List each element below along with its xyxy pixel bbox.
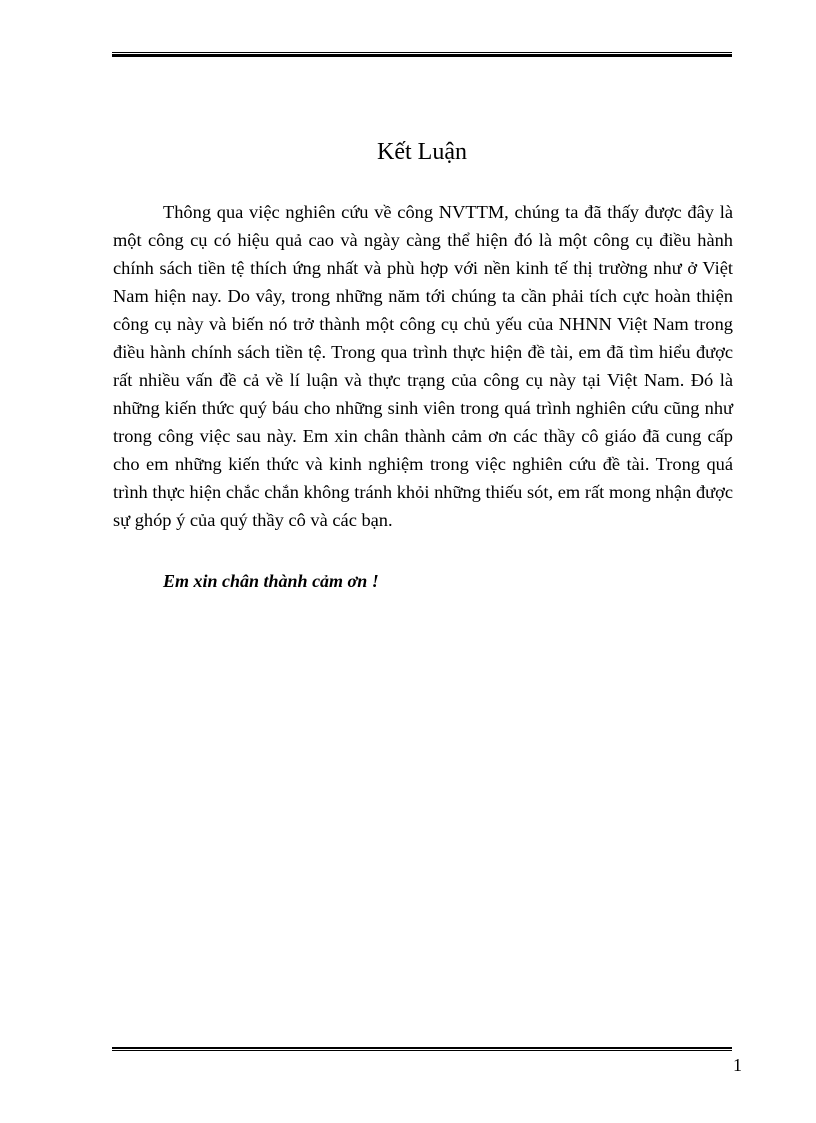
footer-rule-thin-line [112, 1050, 732, 1051]
page-number: 1 [733, 1055, 742, 1075]
footer-rule-thick-line [112, 1047, 732, 1049]
page-title: Kết Luận [377, 139, 467, 165]
closing-line: Em xin chân thành cảm ơn ! [163, 571, 379, 591]
conclusion-paragraph: Thông qua việc nghiên cứu về công NVTTM, chúng ta đã thấy được đây là một công cụ có hiệu quả cao và ngày càng thể hiện đó là một công cụ điều hành chính sách tiền tệ thích ứng nhất và phù hợp với nền kinh tế thị trường như ở Việt Nam hiện nay. Do vây, trong những năm tới chúng ta cần phải tích cực hoàn thiện công cụ này và biến nó trở thành một công cụ chủ yếu của NHNN Việt Nam trong điều hành chính sách tiền tệ. Trong qua trình thực hiện đề tài, em đã tìm hiểu được rất nhiều vấn đề cả về lí luận và thực trạng của công cụ này tại Việt Nam. Đó là những kiến thức quý báu cho những sinh viên trong quá trình nghiên cứu cũng như trong công việc sau này. Em xin chân thành cảm ơn các thầy cô giáo đã cung cấp cho em những kiến thức và kinh nghiệm trong việc nghiên cứu đề tài. Trong quá trình thực hiện chắc chắn không tránh khỏi những thiếu sót, em rất mong nhận được sự ghóp ý của quý thầy cô và các bạn. [113, 202, 733, 530]
footer-rule [112, 1046, 732, 1051]
header-rule-thick-line [112, 54, 732, 57]
header-rule [112, 52, 732, 57]
header-rule-thin-line [112, 52, 732, 53]
